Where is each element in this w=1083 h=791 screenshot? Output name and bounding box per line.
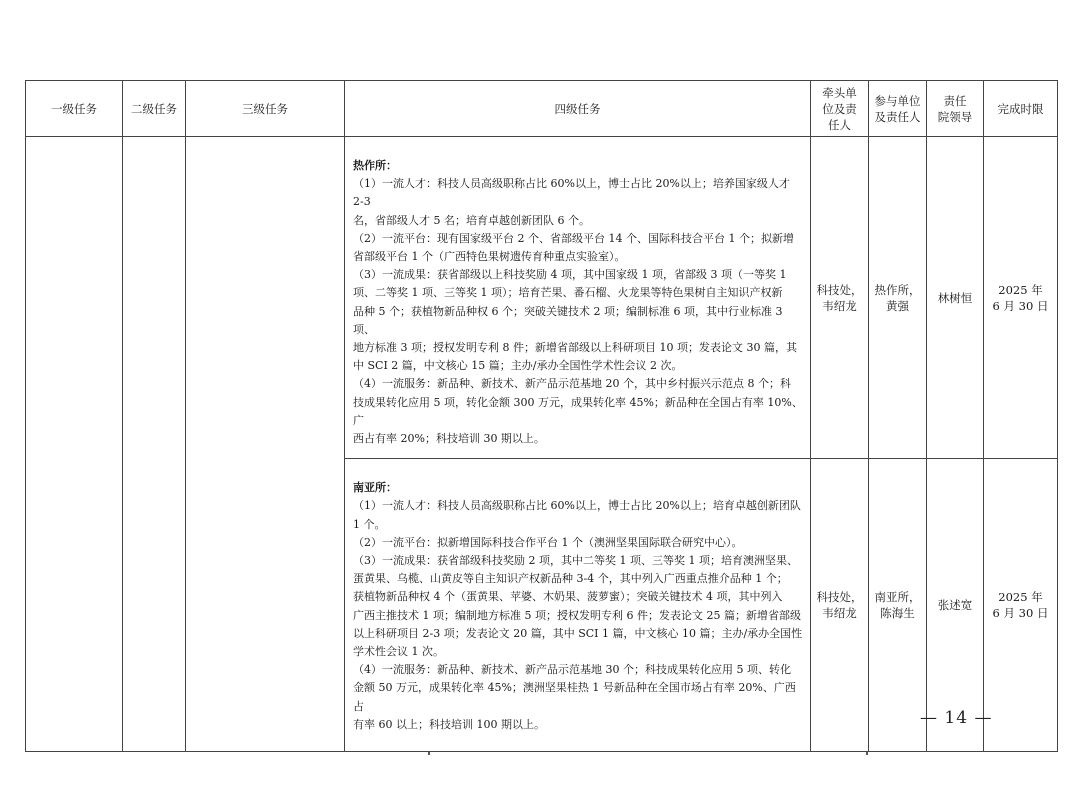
task-line: 广西主推技术 1 项；编制地方标准 5 项；授权发明专利 6 件；发表论文 25 篇；新增省部级 — [353, 608, 801, 622]
task-line: 获植物新品种权 4 个（蛋黄果、苹婆、木奶果、菠萝蜜）；突破关键技术 4 项，其中列入 — [353, 590, 783, 604]
task-line: 西占有率 20%；科技培训 30 期以上。 — [353, 432, 545, 446]
lead-unit-cell — [811, 459, 869, 752]
header-level4-task: 四级任务 — [345, 81, 811, 137]
responsible-leader-cell: 林树恒 — [927, 137, 984, 459]
participant-unit-cell — [869, 459, 927, 752]
scan-speck — [866, 752, 868, 755]
task-line: （4）一流服务：新品种、新技术、新产品示范基地 30 个；科技成果转化应用 5 项、转化 — [353, 663, 791, 677]
level3-cell — [186, 137, 345, 752]
page-number: — 14 — — [920, 708, 993, 728]
participant-unit-cell — [869, 137, 927, 459]
task-line: （3）一流成果：获省部级以上科技奖励 4 项，其中国家级 1 项，省部级 3 项（一等奖 1 — [353, 268, 787, 282]
level4-task-cell — [345, 137, 811, 459]
header-level2-task: 二级任务 — [123, 81, 186, 137]
header-lead-unit-line: 牵头单 — [822, 85, 857, 100]
deadline-cell — [984, 459, 1058, 752]
task-line: 项、二等奖 1 项、三等奖 1 项）；培育芒果、番石榴、火龙果等特色果树自主知识产权新 — [353, 286, 783, 300]
task-line: 品种 5 个；获植物新品种权 6 个；突破关键技术 2 项；编制标准 6 项，其中行业标准 3 项、 — [353, 304, 783, 336]
task-line: （3）一流成果：获省部级科技奖励 2 项，其中二等奖 1 项、三等奖 1 项；培育澳洲坚果、 — [353, 554, 798, 568]
participant-unit-line: 陈海生 — [880, 606, 915, 621]
task-line: （2）一流平台：拟新增国际科技合作平台 1 个（澳洲坚果国际联合研究中心）。 — [353, 535, 743, 549]
task-table — [25, 80, 1058, 752]
deadline-line: 2025 年 — [998, 590, 1043, 605]
deadline-line: 6 月 30 日 — [992, 606, 1049, 621]
task-line: 有率 60 以上；科技培训 100 期以上。 — [353, 717, 545, 731]
participant-unit-line: 南亚所， — [874, 590, 921, 605]
task-line: 名，省部级人才 5 名；培育卓越创新团队 6 个。 — [353, 213, 590, 227]
header-responsible-leader — [927, 81, 984, 137]
institute-name: 热作所： — [353, 159, 397, 172]
level4-task-cell — [345, 459, 811, 752]
header-participant-unit — [869, 81, 927, 137]
header-lead-unit-line: 任人 — [828, 117, 851, 132]
task-line: 以上科研项目 2-3 项；发表论文 20 篇，其中 SCI 1 篇，中文核心 10 篇；主办/承办全国性 — [353, 626, 803, 640]
task-line: （2）一流平台：现有国家级平台 2 个、省部级平台 14 个、国际科技合平台 1 个；拟新增 — [353, 231, 794, 245]
header-level3-task: 三级任务 — [186, 81, 345, 137]
header-participant-unit-line: 及责任人 — [874, 109, 921, 124]
task-line: 技成果转化应用 5 项，转化金额 300 万元，成果转化率 45%；新品种在全国占有率 10%、广 — [353, 395, 803, 427]
participant-unit-line: 黄强 — [886, 298, 909, 313]
level1-cell — [26, 137, 123, 752]
header-row — [26, 81, 1058, 137]
task-line: 金额 50 万元，成果转化率 45%；澳洲坚果桂热 1 号新品种在全国市场占有率 20%、广西占 — [353, 681, 796, 713]
header-lead-unit — [811, 81, 869, 137]
task-line: 中 SCI 2 篇，中文核心 15 篇；主办/承办全国性学术性会议 2 次。 — [353, 359, 683, 373]
task-line: （1）一流人才：科技人员高级职称占比 60%以上，博士占比 20%以上；培育卓越创新团队 1 个。 — [353, 499, 801, 531]
task-line: 学术性会议 1 次。 — [353, 645, 444, 659]
document-page — [25, 80, 1057, 752]
lead-unit-line: 韦绍龙 — [822, 298, 857, 313]
deadline-line: 6 月 30 日 — [992, 298, 1049, 313]
participant-unit-line: 热作所， — [874, 282, 921, 297]
header-leader-line: 院领导 — [937, 109, 973, 124]
lead-unit-cell — [811, 137, 869, 459]
lead-unit-line: 科技处， — [816, 590, 863, 605]
header-level1-task: 一级任务 — [26, 81, 123, 137]
header-deadline: 完成时限 — [984, 81, 1058, 137]
institute-name: 南亚所： — [353, 481, 397, 495]
level2-cell — [123, 137, 186, 752]
scan-speck — [428, 752, 430, 755]
task-line: 地方标准 3 项；授权发明专利 8 件；新增省部级以上科研项目 10 项；发表论文 30 篇，其 — [353, 341, 797, 355]
task-line: （4）一流服务：新品种、新技术、新产品示范基地 20 个，其中乡村振兴示范点 8 个；科 — [353, 377, 791, 391]
responsible-leader-cell: 张述宽 — [927, 459, 984, 752]
lead-unit-line: 韦绍龙 — [822, 606, 857, 621]
header-leader-line: 责任 — [943, 93, 967, 108]
deadline-line: 2025 年 — [998, 282, 1043, 297]
task-line: 蛋黄果、乌榄、山黄皮等自主知识产权新品种 3-4 个，其中列入广西重点推介品种 1 个； — [353, 572, 788, 586]
header-lead-unit-line: 位及责 — [822, 101, 857, 116]
lead-unit-line: 科技处， — [816, 282, 863, 297]
header-participant-unit-line: 参与单位 — [874, 93, 921, 108]
task-line: （1）一流人才：科技人员高级职称占比 60%以上，博士占比 20%以上；培养国家级人才 2-3 — [353, 177, 790, 209]
deadline-cell — [984, 137, 1058, 459]
table-row — [26, 137, 1058, 459]
task-line: 省部级平台 1 个（广西特色果树遗传育种重点实验室）。 — [353, 250, 626, 264]
